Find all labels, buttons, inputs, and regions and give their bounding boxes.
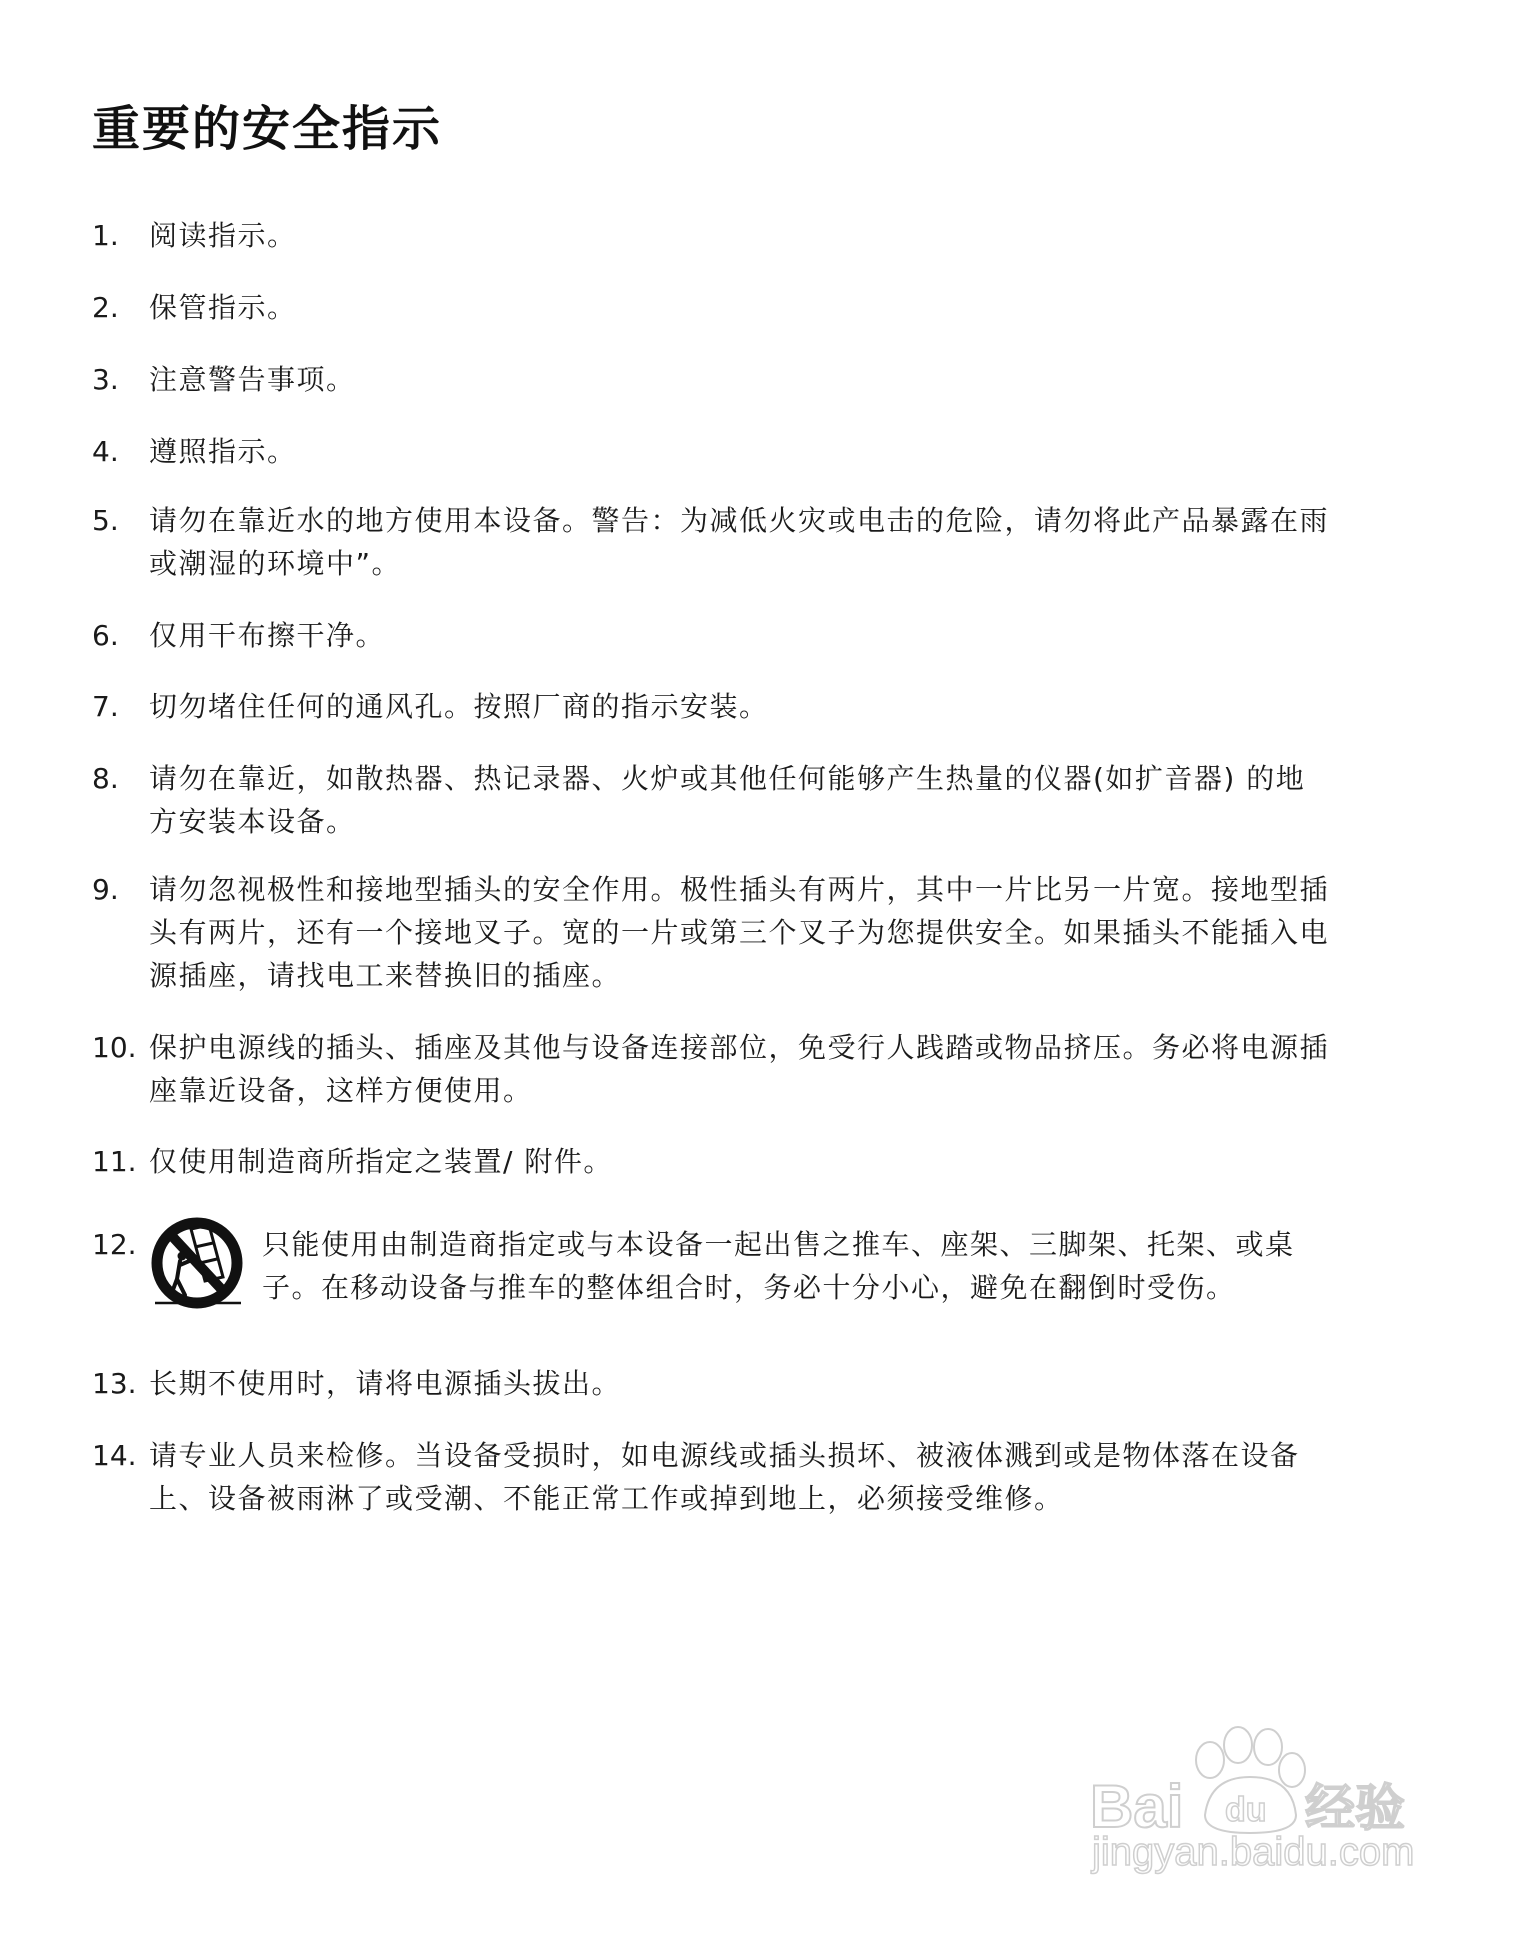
item-number: 8. bbox=[92, 762, 119, 795]
item-text: 遵照指示。 bbox=[149, 435, 297, 468]
item-number: 7. bbox=[92, 690, 119, 723]
item-text-line: 保护电源线的插头、插座及其他与设备连接部位，免受行人践踏或物品挤压。务必将电源插 bbox=[149, 1031, 1330, 1064]
item-number: 6. bbox=[92, 619, 119, 652]
cart-tip-over-warning-icon bbox=[149, 1215, 249, 1315]
item-text-line: 方安装本设备。 bbox=[149, 805, 356, 838]
item-number: 12. bbox=[92, 1228, 137, 1261]
item-text: 仅使用制造商所指定之装置/ 附件。 bbox=[149, 1145, 613, 1178]
item-number: 14. bbox=[92, 1439, 137, 1472]
item-text-line: 请勿在靠近水的地方使用本设备。警告：为减低火灾或电击的危险，请勿将此产品暴露在雨 bbox=[149, 504, 1330, 537]
item-text: 长期不使用时，请将电源插头拔出。 bbox=[149, 1367, 622, 1400]
item-number: 4. bbox=[92, 435, 119, 468]
baidu-jingyan-watermark bbox=[1080, 1715, 1440, 1875]
svg-text:经验: 经验 bbox=[1305, 1779, 1405, 1837]
item-number: 1. bbox=[92, 219, 119, 252]
item-text-line: 座靠近设备，这样方便使用。 bbox=[149, 1074, 533, 1107]
item-text: 仅用干布擦干净。 bbox=[149, 619, 386, 652]
item-text-line: 只能使用由制造商指定或与本设备一起出售之推车、座架、三脚架、托架、或桌 bbox=[262, 1228, 1295, 1261]
item-number: 3. bbox=[92, 363, 119, 396]
item-number: 13. bbox=[92, 1367, 137, 1400]
item-text-line: 头有两片，还有一个接地叉子。宽的一片或第三个叉子为您提供安全。如果插头不能插入电 bbox=[149, 916, 1330, 949]
page-title: 重要的安全指示 bbox=[92, 101, 443, 157]
item-text: 阅读指示。 bbox=[149, 219, 297, 252]
item-text-line: 源插座，请找电工来替换旧的插座。 bbox=[149, 959, 622, 992]
item-text-line: 请勿忽视极性和接地型插头的安全作用。极性插头有两片，其中一片比另一片宽。接地型插 bbox=[149, 873, 1330, 906]
item-number: 5. bbox=[92, 504, 119, 537]
item-number: 9. bbox=[92, 873, 119, 906]
watermark-url: jingyan.baidu.com bbox=[1092, 1830, 1415, 1874]
item-text-line: 请专业人员来检修。当设备受损时，如电源线或插头损坏、被液体溅到或是物体落在设备 bbox=[149, 1439, 1300, 1472]
item-text: 保管指示。 bbox=[149, 291, 297, 324]
item-number: 2. bbox=[92, 291, 119, 324]
watermark-brand: Bai bbox=[1090, 1773, 1184, 1840]
item-text: 切勿堵住任何的通风孔。按照厂商的指示安装。 bbox=[149, 690, 769, 723]
item-number: 10. bbox=[92, 1031, 137, 1064]
item-text-line: 子。在移动设备与推车的整体组合时，务必十分小心，避免在翻倒时受伤。 bbox=[262, 1271, 1236, 1304]
item-text: 注意警告事项。 bbox=[149, 363, 356, 396]
svg-text:du: du bbox=[1225, 1791, 1267, 1829]
item-number: 11. bbox=[92, 1145, 137, 1178]
item-text-line: 请勿在靠近，如散热器、热记录器、火炉或其他任何能够产生热量的仪器(如扩音器) 的地 bbox=[149, 762, 1306, 795]
item-text-line: 上、设备被雨淋了或受潮、不能正常工作或掉到地上，必须接受维修。 bbox=[149, 1482, 1064, 1515]
item-text-line: 或潮湿的环境中”。 bbox=[149, 547, 402, 580]
